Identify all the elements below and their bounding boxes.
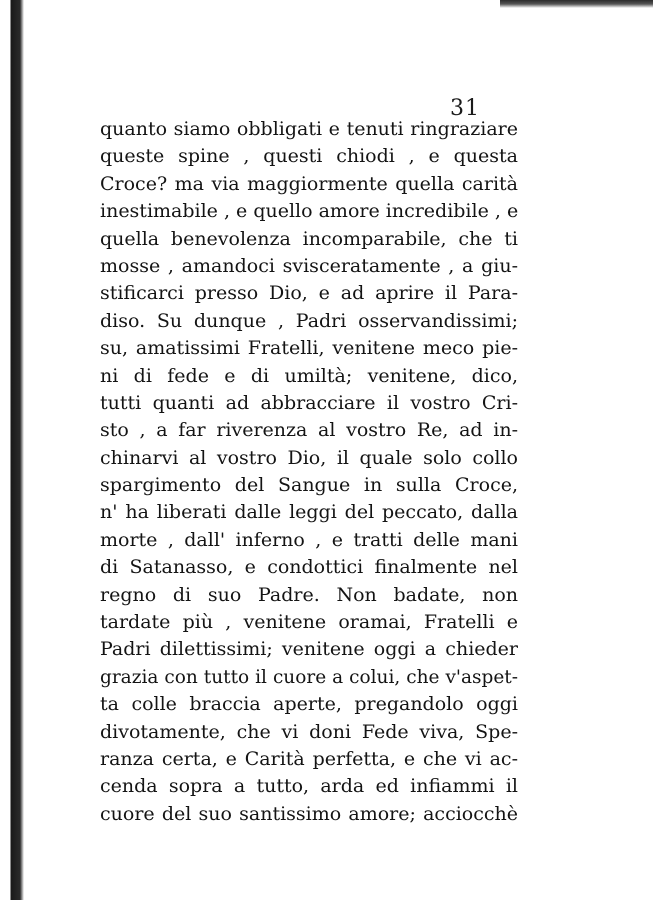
text-line: queste spine , questi chiodi , e questa: [100, 145, 518, 168]
text-line: ta colle braccia aperte, pregandolo oggi: [100, 693, 518, 716]
text-line: su, amatissimi Fratelli, venitene meco pie-: [100, 337, 518, 360]
text-line: tutti quanti ad abbracciare il vostro Cri-: [100, 391, 518, 414]
text-line: n' ha liberati dalle leggi del peccato, dalla: [100, 501, 518, 524]
text-line: di Satanasso, e condottici finalmente nel: [100, 556, 518, 579]
body-text: [100, 116, 518, 828]
text-line: quanto siamo obbligati e tenuti ringraziare: [100, 118, 518, 140]
text-line: divotamente, che vi doni Fede viva, Spe-: [100, 720, 518, 743]
text-line: mosse , amandoci svisceratamente , a giu-: [100, 254, 518, 277]
text-line: cuore del suo santissimo amore; acciocchè: [100, 802, 518, 825]
text-line: diso. Su dunque , Padri osservandissimi;: [100, 309, 518, 332]
text-line: sto , a far riverenza al vostro Re, ad in-: [100, 419, 518, 442]
text-line: ranza certa, e Carità perfetta, e che vi ac-: [100, 747, 518, 770]
text-line: quella benevolenza incomparabile, che ti: [100, 227, 518, 250]
text-line: chinarvi al vostro Dio, il quale solo collo: [100, 446, 518, 469]
page-number: 31: [450, 96, 480, 121]
text-line: spargimento del Sangue in sulla Croce,: [100, 474, 518, 497]
text-line: Croce? ma via maggiormente quella carità: [100, 172, 518, 195]
page-top-edge: [500, 0, 653, 8]
text-line: regno di suo Padre. Non badate, non: [100, 583, 518, 606]
text-line: tardate più , venitene oramai, Fratelli e: [100, 611, 518, 634]
page-binding-edge: [0, 0, 26, 900]
text-line: inestimabile , e quello amore incredibile , e: [100, 200, 519, 223]
text-line: stificarci presso Dio, e ad aprire il Para-: [100, 282, 518, 305]
text-line: ni di fede e di umiltà; venitene, dico,: [100, 364, 518, 387]
text-line: morte , dall' inferno , e tratti delle mani: [100, 528, 518, 551]
text-line: cenda sopra a tutto, arda ed infiammi il: [100, 775, 518, 798]
text-line: grazia con tutto il cuore a colui, che v'aspet-: [100, 666, 518, 688]
text-line: Padri dilettissimi; venitene oggi a chieder: [100, 638, 518, 661]
